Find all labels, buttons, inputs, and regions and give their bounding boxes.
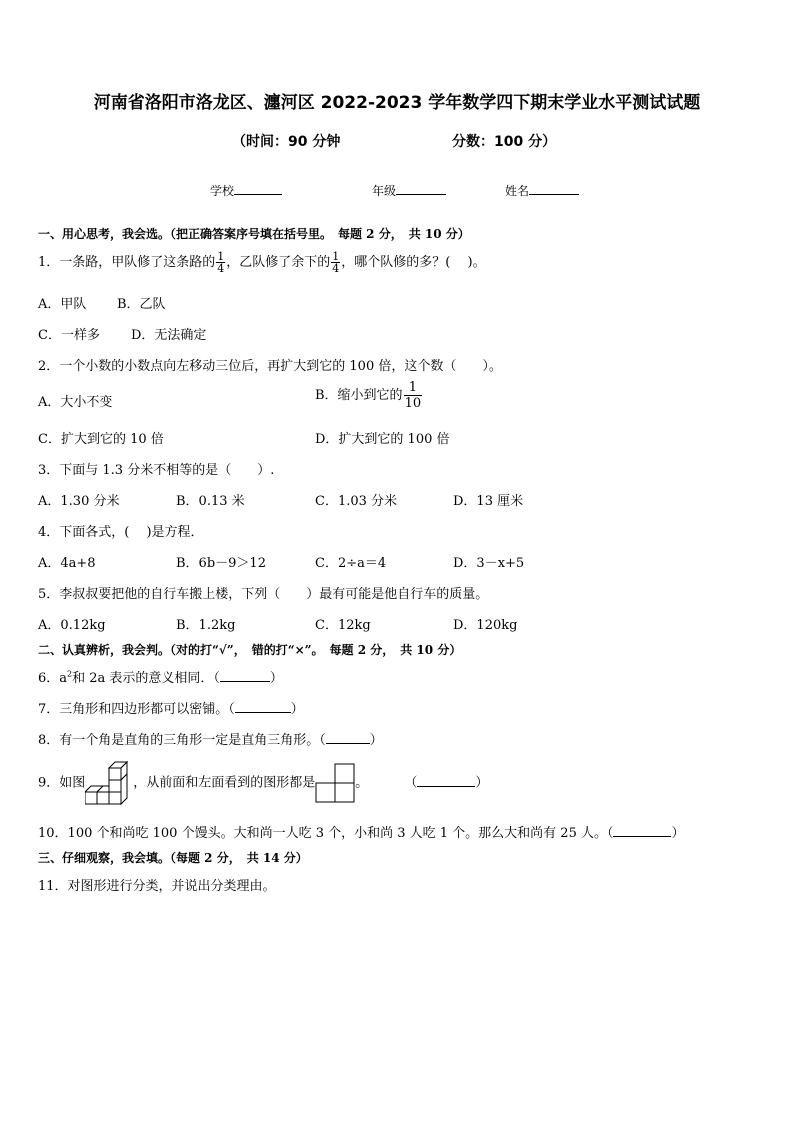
question-7: 7．三角形和四边形都可以密铺。（ ） — [38, 702, 304, 717]
grade-field — [372, 182, 446, 199]
q3-option-d[interactable]: D．13 厘米 — [453, 494, 524, 509]
q2-option-b[interactable]: B．缩小到它的 $\frac{1}{10}$ — [315, 380, 422, 411]
q5-option-b[interactable]: B．1.2kg — [176, 618, 236, 633]
name-blank[interactable] — [529, 182, 579, 195]
question-4: 4．下面各式，( )是方程． — [38, 525, 204, 540]
score-label: 分数：100 分） — [452, 134, 557, 150]
school-label: 学校 — [210, 184, 235, 198]
cube-stack-figure — [85, 760, 133, 806]
question-8: 8．有一个角是直角的三角形一定是直角三角形。（ ） — [38, 733, 383, 748]
section-2-heading: 二、认真辨析，我会判。（对的打“√”， 错的打“×”。 每题 2 分， 共 10 分） — [38, 643, 462, 657]
q10-answer-blank[interactable] — [613, 824, 671, 837]
question-3: 3．下面与 1.3 分米不相等的是（ ）. — [38, 463, 275, 478]
time-label: （时间：90 分钟 — [232, 134, 341, 150]
question-6: 6．$a^2$和 2a 表示的意义相同．（ ） — [38, 669, 283, 686]
question-1 — [38, 251, 486, 274]
q1-text-1: 1．一条路，甲队修了这条路的 — [38, 255, 216, 270]
question-10: 10．100 个和尚吃 100 个馒头。大和尚一人吃 3 个，小和尚 3 人吃 1 个。那么大和尚有 25 人。（ ） — [38, 826, 685, 841]
q3-option-c[interactable]: C．1.03 分米 — [315, 494, 398, 509]
grade-label: 年级 — [372, 184, 397, 198]
q1-fraction-2: $\frac{1}{4}$ — [332, 250, 340, 275]
q1-option-a[interactable]: A．甲队 — [38, 297, 87, 312]
q2-fraction: $\frac{1}{10}$ — [404, 380, 422, 411]
q4-option-b[interactable]: B．6b－9＞12 — [176, 556, 266, 571]
q4-option-c[interactable]: C．2÷a＝4 — [315, 556, 387, 571]
q2-option-a[interactable]: A．大小不变 — [38, 395, 113, 410]
q5-option-a[interactable]: A．0.12kg — [38, 618, 106, 633]
section-3-heading: 三、仔细观察，我会填。（每题 2 分， 共 14 分） — [38, 851, 308, 865]
q1-text-3: ，哪个队修的多？( )。 — [341, 255, 486, 270]
q8-answer-blank[interactable] — [326, 731, 370, 744]
page-title: 河南省洛阳市洛龙区、瀍河区 2022-2023 学年数学四下期末学业水平测试试题 — [93, 93, 701, 113]
q6-answer-blank[interactable] — [220, 669, 270, 682]
q9-answer-blank[interactable] — [417, 774, 475, 787]
q1-fraction-1: $\frac{1}{4}$ — [217, 250, 225, 275]
q2-option-c[interactable]: C．扩大到它的 10 倍 — [38, 432, 164, 447]
question-11: 11．对图形进行分类，并说出分类理由。 — [38, 879, 276, 894]
q2-option-d[interactable]: D．扩大到它的 100 倍 — [315, 432, 450, 447]
q7-answer-blank[interactable] — [235, 700, 291, 713]
question-2: 2．一个小数的小数点向左移动三位后，再扩大到它的 100 倍，这个数（ ）。 — [38, 359, 502, 374]
question-5: 5．李叔叔要把他的自行车搬上楼，下列（ ）最有可能是他自行车的质量。 — [38, 587, 489, 602]
q1-option-d[interactable]: D．无法确定 — [131, 328, 207, 343]
school-field — [210, 182, 282, 199]
q1-option-b[interactable]: B．乙队 — [117, 297, 166, 312]
q1-text-2: ，乙队修了余下的 — [226, 255, 331, 270]
grade-blank[interactable] — [396, 182, 446, 195]
q1-option-c[interactable]: C．一样多 — [38, 328, 100, 343]
name-field — [505, 182, 579, 199]
question-9: 9．如图 ，从前面和左面看到的图形都是 。 （ ） — [38, 760, 488, 806]
name-label: 姓名 — [505, 184, 530, 198]
section-1-heading: 一、用心思考，我会选。（把正确答案序号填在括号里。 每题 2 分， 共 10 分） — [38, 227, 470, 241]
q4-option-d[interactable]: D．3－x+5 — [453, 556, 525, 571]
q3-option-a[interactable]: A．1.30 分米 — [38, 494, 120, 509]
school-blank[interactable] — [234, 182, 282, 195]
q5-option-d[interactable]: D．120kg — [453, 618, 518, 633]
q5-option-c[interactable]: C．12kg — [315, 618, 371, 633]
view-shape-figure — [315, 763, 355, 803]
q4-option-a[interactable]: A．4a+8 — [38, 556, 96, 571]
q3-option-b[interactable]: B．0.13 米 — [176, 494, 245, 509]
